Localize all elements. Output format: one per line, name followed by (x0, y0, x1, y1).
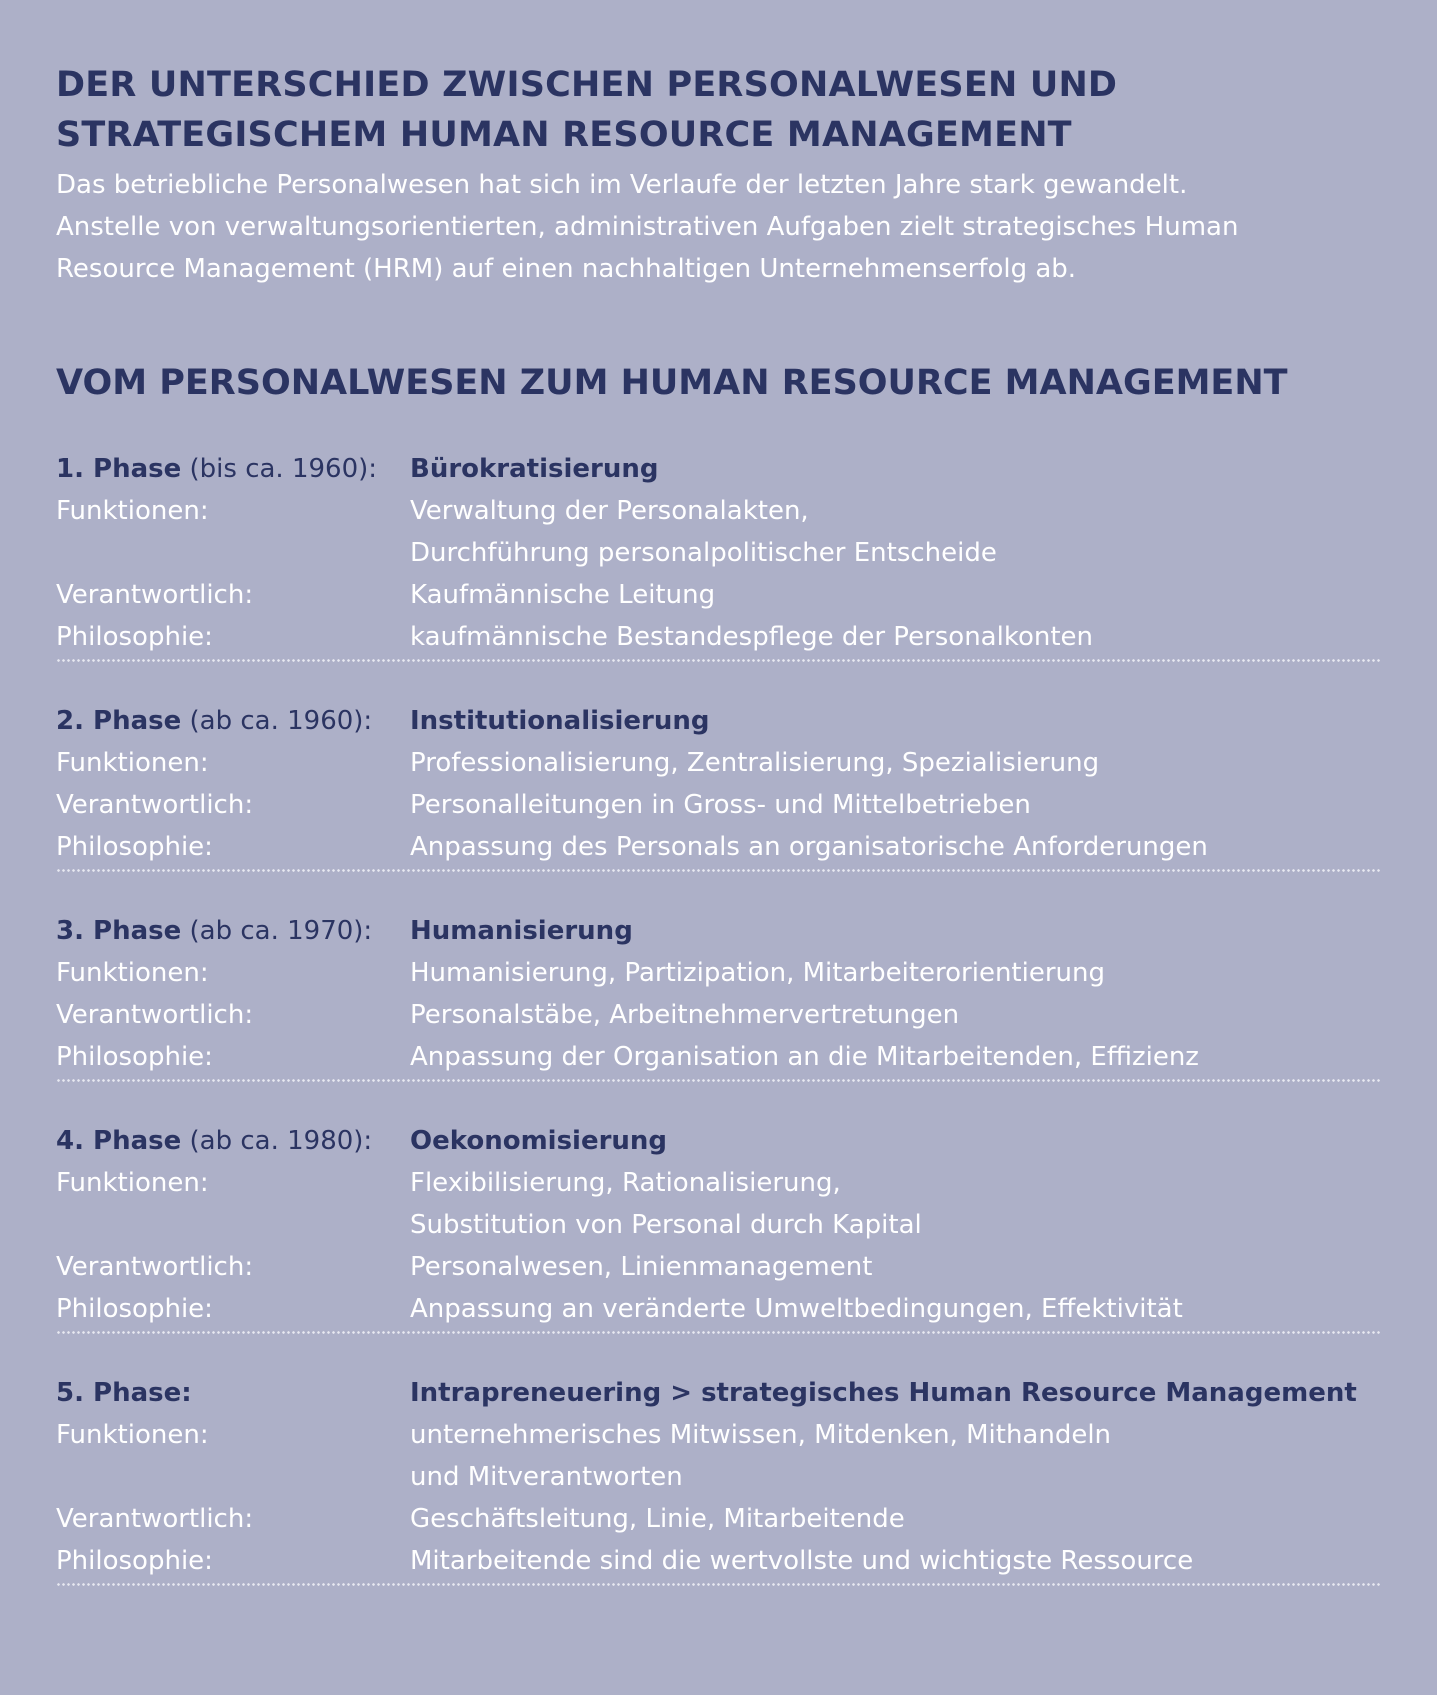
phase-block-5 (56, 1372, 1381, 1586)
funktionen-label: Funktionen: (56, 958, 209, 988)
section-heading: VOM PERSONALWESEN ZUM HUMAN RESOURCE MANAGEMENT (56, 363, 1288, 403)
verantwortlich-value: Personalwesen, Linienmanagement (410, 1252, 873, 1282)
phase-label (56, 1372, 410, 1414)
phase-number: 5. Phase: (56, 1378, 192, 1408)
funktionen-row (56, 1162, 1381, 1246)
phase-title: Institutionalisierung (410, 706, 710, 736)
philosophie-row (56, 1540, 1381, 1582)
philosophie-label: Philosophie: (56, 1546, 213, 1576)
funktionen-line: Humanisierung, Partizipation, Mitarbeiterorientierung (410, 958, 1105, 988)
funktionen-line: Substitution von Personal durch Kapital (410, 1210, 922, 1240)
phase-header-row (56, 910, 1381, 952)
funktionen-row (56, 952, 1381, 994)
funktionen-value (410, 1414, 1381, 1498)
main-heading-line-1: DER UNTERSCHIED ZWISCHEN PERSONALWESEN UND (56, 65, 1118, 105)
philosophie-row (56, 1036, 1381, 1078)
verantwortlich-value: Geschäftsleitung, Linie, Mitarbeitende (410, 1504, 905, 1534)
verantwortlich-value: Kaufmännische Leitung (410, 580, 716, 610)
intro-line: Anstelle von verwaltungsorientierten, administrativen Aufgaben zielt strategisches Human (56, 212, 1239, 242)
funktionen-row (56, 1414, 1381, 1498)
phase-period: (ab ca. 1980): (181, 1126, 373, 1156)
phase-list (56, 448, 1381, 1586)
funktionen-value (410, 742, 1381, 784)
phase-block-3 (56, 910, 1381, 1082)
phase-number: 1. Phase (56, 454, 182, 484)
phase-title: Intrapreneuering > strategisches Human Resource Management (410, 1378, 1357, 1408)
content (56, 60, 1381, 1624)
funktionen-row (56, 490, 1381, 574)
philosophie-row (56, 1288, 1381, 1330)
phase-header-row (56, 1372, 1381, 1414)
phase-header-row (56, 1120, 1381, 1162)
intro-paragraph (56, 164, 1381, 290)
philosophie-label: Philosophie: (56, 622, 213, 652)
funktionen-line: Durchführung personalpolitischer Entscheide (410, 538, 997, 568)
funktionen-line: und Mitverantworten (410, 1462, 683, 1492)
philosophie-value: Mitarbeitende sind die wertvollste und wichtigste Ressource (410, 1546, 1194, 1576)
philosophie-label: Philosophie: (56, 1294, 213, 1324)
phase-label (56, 1120, 410, 1162)
phase-period: (ab ca. 1960): (181, 706, 373, 736)
funktionen-label: Funktionen: (56, 496, 209, 526)
philosophie-row (56, 826, 1381, 868)
verantwortlich-value: Personalleitungen in Gross- und Mittelbetrieben (410, 790, 1031, 820)
phase-number: 3. Phase (56, 916, 182, 946)
verantwortlich-label: Verantwortlich: (56, 1252, 254, 1282)
philosophie-label: Philosophie: (56, 1042, 213, 1072)
philosophie-value: Anpassung der Organisation an die Mitarbeitenden, Effizienz (410, 1042, 1199, 1072)
philosophie-value: Anpassung an veränderte Umweltbedingungen, Effektivität (410, 1294, 1183, 1324)
philosophie-row (56, 616, 1381, 658)
funktionen-line: unternehmerisches Mitwissen, Mitdenken, Mithandeln (410, 1420, 1112, 1450)
phase-period: (ab ca. 1970): (181, 916, 373, 946)
funktionen-label: Funktionen: (56, 1168, 209, 1198)
verantwortlich-row (56, 1246, 1381, 1288)
intro-line: Das betriebliche Personalwesen hat sich im Verlaufe der letzten Jahre stark gewandelt. (56, 170, 1188, 200)
intro-line: Resource Management (HRM) auf einen nachhaltigen Unternehmenserfolg ab. (56, 254, 1077, 284)
phase-block-1 (56, 448, 1381, 662)
verantwortlich-value: Personalstäbe, Arbeitnehmervertretungen (410, 1000, 960, 1030)
verantwortlich-label: Verantwortlich: (56, 790, 254, 820)
philosophie-label: Philosophie: (56, 832, 213, 862)
main-heading (56, 60, 1381, 160)
verantwortlich-row (56, 1498, 1381, 1540)
funktionen-value (410, 490, 1381, 574)
phase-header-row (56, 700, 1381, 742)
funktionen-label: Funktionen: (56, 748, 209, 778)
philosophie-value: kaufmännische Bestandespflege der Personalkonten (410, 622, 1094, 652)
funktionen-label: Funktionen: (56, 1420, 209, 1450)
funktionen-line: Professionalisierung, Zentralisierung, Spezialisierung (410, 748, 1100, 778)
phase-period: (bis ca. 1960): (181, 454, 378, 484)
verantwortlich-label: Verantwortlich: (56, 1504, 254, 1534)
funktionen-line: Flexibilisierung, Rationalisierung, (410, 1168, 841, 1198)
phase-block-4 (56, 1120, 1381, 1334)
funktionen-value (410, 1162, 1381, 1246)
verantwortlich-row (56, 994, 1381, 1036)
phase-title: Bürokratisierung (410, 454, 659, 484)
funktionen-line: Verwaltung der Personalakten, (410, 496, 809, 526)
main-heading-line-2: STRATEGISCHEM HUMAN RESOURCE MANAGEMENT (56, 115, 1072, 155)
phase-label (56, 448, 410, 490)
phase-number: 2. Phase (56, 706, 182, 736)
funktionen-row (56, 742, 1381, 784)
phase-header-row (56, 448, 1381, 490)
phase-block-2 (56, 700, 1381, 872)
phase-label (56, 700, 410, 742)
phase-title: Oekonomisierung (410, 1126, 668, 1156)
verantwortlich-label: Verantwortlich: (56, 1000, 254, 1030)
phase-label (56, 910, 410, 952)
phase-number: 4. Phase (56, 1126, 182, 1156)
verantwortlich-row (56, 574, 1381, 616)
phase-title: Humanisierung (410, 916, 633, 946)
philosophie-value: Anpassung des Personals an organisatorische Anforderungen (410, 832, 1208, 862)
funktionen-value (410, 952, 1381, 994)
verantwortlich-row (56, 784, 1381, 826)
verantwortlich-label: Verantwortlich: (56, 580, 254, 610)
